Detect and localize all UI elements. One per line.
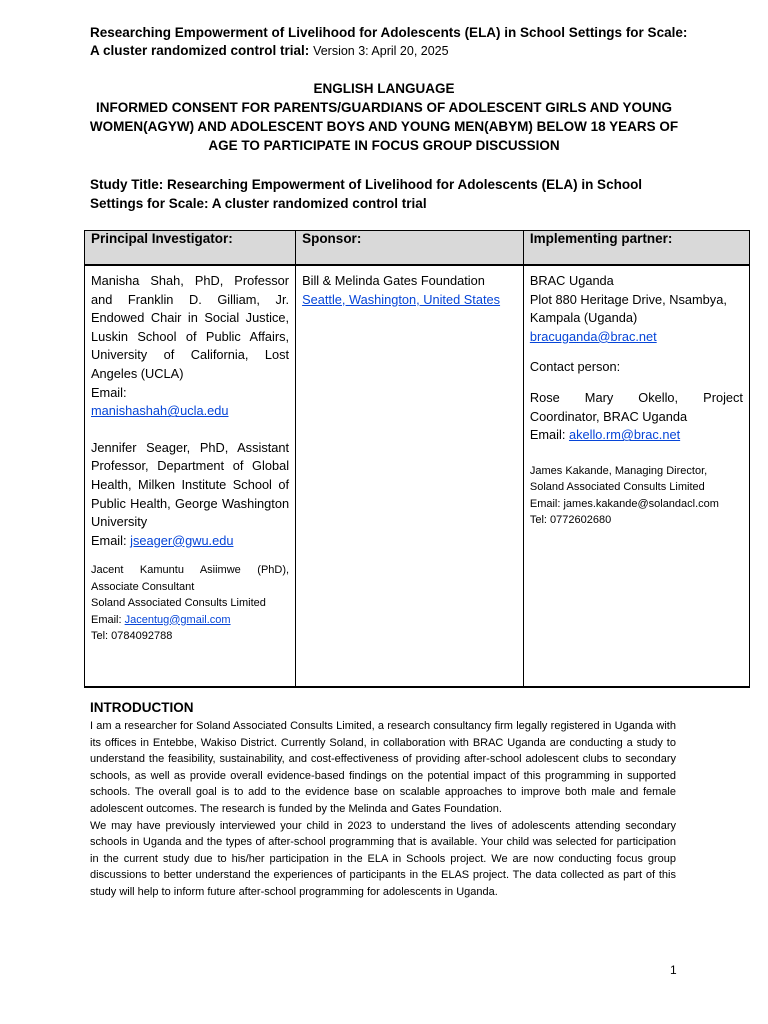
consultant-name: Jacent Kamuntu Asiimwe (PhD), Associate Consultant <box>91 564 290 593</box>
study-title: Study Title: Researching Empowerment of Livelihood for Adolescents (ELA) in School Settings for Scale: A cluster randomized control trial <box>90 177 643 211</box>
introduction-body <box>90 718 676 901</box>
pi2-email-label: Email: <box>91 532 127 548</box>
header-title: Researching Empowerment of Livelihood for Adolescents (ELA) in School Settings for Scale: A cluster randomized control trial: <box>90 25 688 58</box>
pi1-description: Manisha Shah, PhD, Professor and Franklin D. Gilliam, Jr. Endowed Chair in Social Justice, Luskin School of Public Affairs, University of California, Lost Angeles (UCLA) <box>91 273 290 381</box>
document-header <box>90 24 690 60</box>
header-implementing-partner: Implementing partner: <box>523 231 749 266</box>
pi1-email-link[interactable]: manishashah@ucla.edu <box>91 403 229 419</box>
director-email: Email: james.kakande@solandacl.com <box>529 497 719 510</box>
pi2-email-link[interactable]: jseager@gwu.edu <box>130 532 234 548</box>
header-sponsor: Sponsor: <box>296 231 524 266</box>
partner-org: BRAC Uganda <box>529 273 614 288</box>
consent-title: INFORMED CONSENT FOR PARENTS/GUARDIANS OF ADOLESCENT GIRLS AND YOUNG WOMEN(AGYW) AND ADOLESCENT BOYS AND YOUNG MEN(ABYM) BELOW 18 YEARS OF AGE TO PARTICIPATE IN FOCUS GROUP DISCUSSION <box>89 100 679 153</box>
director-org: Soland Associated Consults Limited <box>529 481 705 494</box>
sponsor-location-link[interactable]: Seattle, Washington, United States <box>302 291 501 307</box>
principal-investigator-cell <box>85 265 296 687</box>
consent-heading <box>84 79 684 155</box>
contact-person: Rose Mary Okello, Project Coordinator, BRAC Uganda <box>529 389 743 424</box>
partner-email-link[interactable]: bracuganda@brac.net <box>529 328 657 344</box>
language-label: ENGLISH LANGUAGE <box>313 81 455 96</box>
header-principal-investigator: Principal Investigator: <box>85 231 296 266</box>
consultant-email-link[interactable]: Jacentug@gmail.com <box>124 613 231 626</box>
pi1-email-label: Email: <box>91 384 127 400</box>
consultant-tel: Tel: 0784092788 <box>91 629 173 642</box>
consultant-email-label: Email: <box>91 613 122 626</box>
page-number: 1 <box>670 963 677 977</box>
partner-cell <box>523 265 749 687</box>
director-tel: Tel: 0772602680 <box>529 513 612 526</box>
partner-address: Plot 880 Heritage Drive, Nsambya, Kampala (Uganda) <box>529 291 727 326</box>
sponsor-cell <box>296 265 524 687</box>
contact-email-link[interactable]: akello.rm@brac.net <box>568 427 681 443</box>
introduction-heading: INTRODUCTION <box>90 700 194 715</box>
intro-paragraph-1: I am a researcher for Soland Associated Consults Limited, a research consultancy firm legally registered in Uganda with its offices in Entebbe, Wakiso District. Currently Soland, in collaboration with BRAC Uganda are conducting a study to understand the feasibility, sustainability, and cost-effectiveness of providing after-school adolescent clubs to secondary schools, as well as provide overall evidence-based findings on the potential impact of this programming in supported schools. The overall goal is to add to the evidence base on scalable approaches to improve both male and female adolescent outcomes. The research is funded by the Melinda and Gates Foundation. <box>90 720 676 815</box>
consultant-org: Soland Associated Consults Limited <box>91 597 266 610</box>
director-name: James Kakande, Managing Director, <box>529 464 708 477</box>
header-version: Version 3: April 20, 2025 <box>313 44 449 58</box>
contact-label: Contact person: <box>529 359 621 375</box>
intro-paragraph-2: We may have previously interviewed your child in 2023 to understand the lives of adolescents attending secondary schools in Uganda and the types of after-school programming that is available. Your child was selected for participation in the current study due to his/her participation in the ELA in Schools project. We are now conducting focus group discussions to better understand the experiences of participants in the ELAS project. The data collected as part of this study will help to inform future after-school programming for adolescents in Uganda. <box>90 819 676 898</box>
investigators-table <box>84 230 750 688</box>
sponsor-name: Bill & Melinda Gates Foundation <box>302 273 485 288</box>
contact-email-label: Email: <box>529 427 566 443</box>
pi2-description: Jennifer Seager, PhD, Assistant Professor, Department of Global Health, Milken Institute School of Public Health, George Washington University <box>91 439 290 530</box>
